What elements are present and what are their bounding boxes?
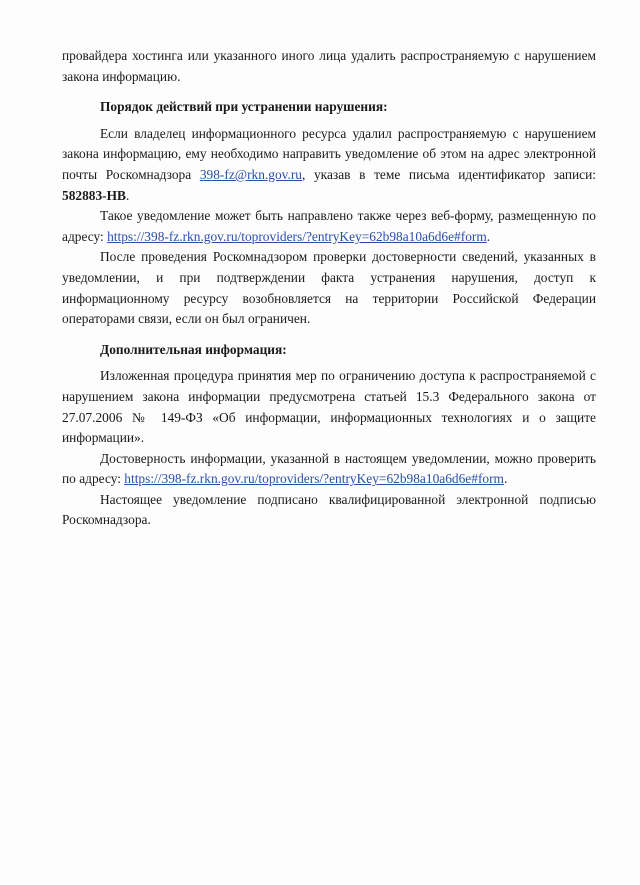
paragraph-text: Если владелец информационного ресурса удалил распространяемую с нарушением закона информацию, ему необходимо направить уведомление об этом на адрес электронной почты Роскомнадзора xyxy=(62,125,596,182)
record-id: 582883-НВ xyxy=(62,187,126,203)
intro-paragraph: провайдера хостинга или указанного иного лица удалить распространяемую с нарушением закона информацию. xyxy=(62,48,596,84)
paragraph-legal-basis: Изложенная процедура принятия мер по ограничению доступа к распространяемой с нарушением закона информации предусмотрена статьей 15.3 Федерального закона от 27.07.2006 № 149-ФЗ «Об информации, информационных технологиях и о защите информации». xyxy=(62,368,596,446)
web-form-link[interactable]: https://398-fz.rkn.gov.ru/toproviders/?entryKey=62b98a10a6d6e#form xyxy=(107,228,487,244)
verify-link[interactable]: https://398-fz.rkn.gov.ru/toproviders/?entryKey=62b98a10a6d6e#form xyxy=(124,471,504,487)
paragraph-verify: Достоверность информации, указанной в настоящем уведомлении, можно проверить по адресу: https://398-fz.rkn.gov.ru/toproviders/?entryKey=62b98a10a6d6e#form. xyxy=(62,450,596,487)
paragraph-access-restore: После проведения Роскомнадзором проверки достоверности сведений, указанных в уведомлении, и при подтверждении факта устранения нарушения, доступ к информационному ресурсу возобновляется на территории Российской Федерации операторами связи, если он был ограничен. xyxy=(62,249,596,327)
section-heading-actions: Порядок действий при устранении нарушения: xyxy=(100,99,388,115)
document-body xyxy=(62,46,596,531)
paragraph-text: , указав в теме письма идентификатор записи: xyxy=(302,166,596,182)
email-link[interactable]: 398-fz@rkn.gov.ru xyxy=(199,166,303,182)
paragraph-text: Достоверность информации, указанной в настоящем уведомлении, можно проверить по адресу: xyxy=(62,450,596,487)
section-heading-additional: Дополнительная информация: xyxy=(100,341,287,357)
paragraph-notify-email: Если владелец информационного ресурса удалил распространяемую с нарушением закона информацию, ему необходимо направить уведомление об этом на адрес электронной почты Роскомнадзора 398-fz@rkn.gov.ru, указав в теме письма идентификатор записи: 582883-НВ. xyxy=(62,125,596,203)
paragraph-web-form: Такое уведомление может быть направлено также через веб-форму, размещенную по адресу: https://398-fz.rkn.gov.ru/toproviders/?entryKey=62b98a10a6d6e#form. xyxy=(62,208,596,244)
paragraph-signature: Настоящее уведомление подписано квалифицированной электронной подписью Роскомнадзора. xyxy=(62,491,596,528)
paragraph-text: Такое уведомление может быть направлено также через веб-форму, размещенную по адресу: xyxy=(62,208,596,244)
